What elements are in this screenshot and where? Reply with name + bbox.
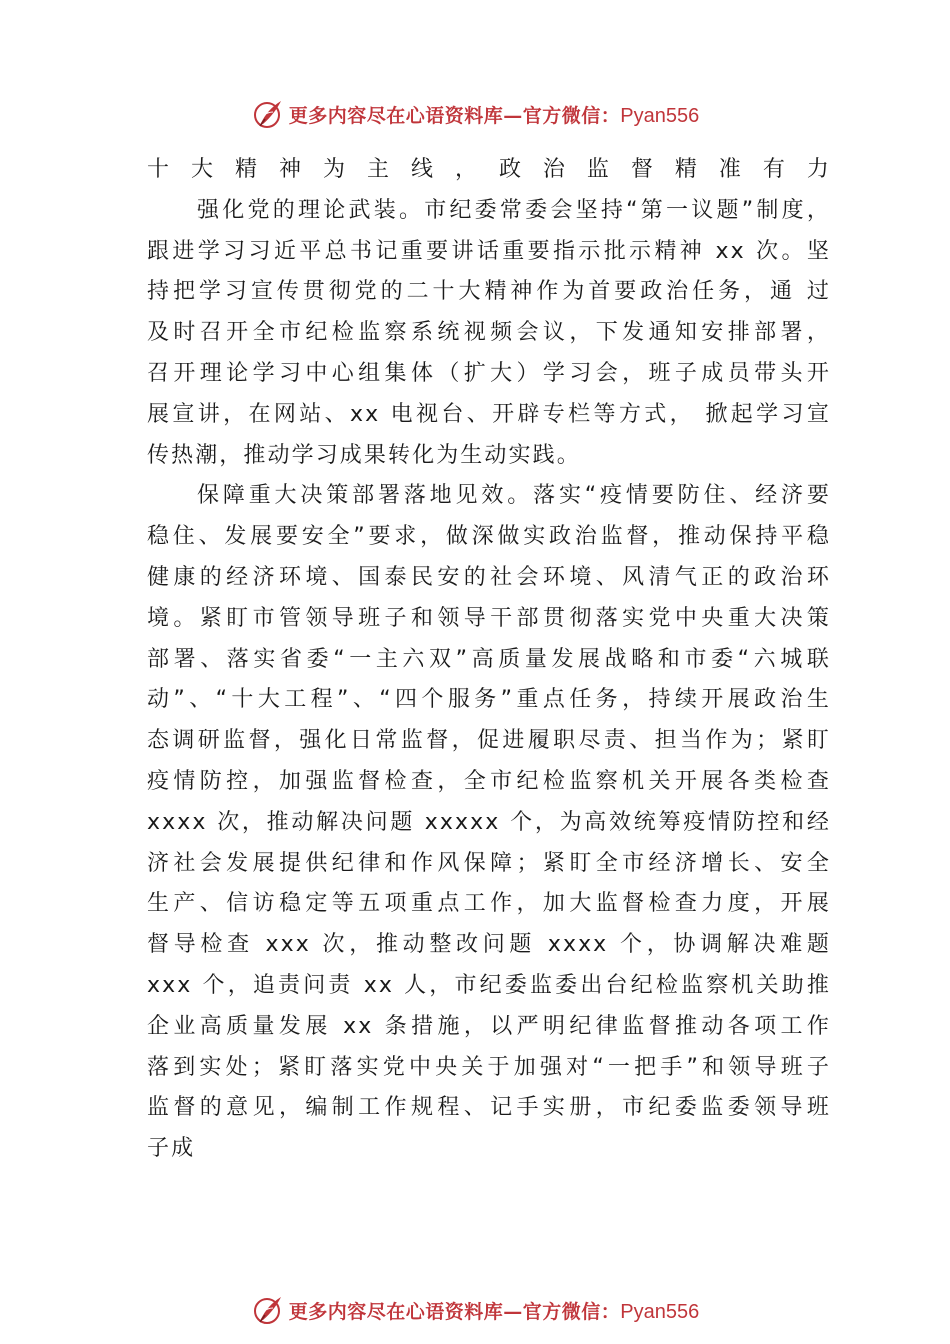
doc-line: 境。紧盯市管领导班子和领导干部贯彻落实党中央重大决策 [147,605,831,631]
doc-line: 跟进学习习近平总书记重要讲话重要指示批示精神 xx 次。坚 [147,238,831,264]
doc-line: 十大精神为主线，政治监督精准有力 [147,157,831,182]
doc-line: 保障重大决策部署落地见效。落实“疫情要防住、经济要 [197,483,831,509]
doc-line: 传热潮，推动学习成果转化为生动实践。 [147,442,581,468]
doc-line: 济社会发展提供纪律和作风保障；紧盯全市经济增长、安全 [147,850,831,876]
doc-line: 召开理论学习中心组集体（扩大）学习会，班子成员带头开 [147,360,831,386]
watermark-main-text: 更多内容尽在心语资料库—官方微信： [288,1300,621,1323]
footer-watermark [0,1290,950,1330]
watermark-text [289,101,699,128]
feather-pen-logo-icon [251,1293,285,1327]
doc-line: 子成 [147,1136,196,1162]
document-body [147,150,831,1170]
doc-line: 生产、信访稳定等五项重点工作，加大监督检查力度，开展 [147,891,831,917]
watermark-main-text: 更多内容尽在心语资料库—官方微信： [288,104,621,127]
watermark-account: Pyan556 [620,1300,700,1323]
watermark-account: Pyan556 [620,104,700,127]
doc-line: xxxx 次，推动解决问题 xxxxx 个，为高效统筹疫情防控和经 [147,809,831,835]
feather-pen-logo-icon [251,97,285,131]
doc-line: 展宣讲，在网站、xx 电视台、开辟专栏等方式， 掀起学习宣 [147,401,831,427]
header-watermark [0,94,950,134]
doc-line: 疫情防控，加强监督检查，全市纪检监察机关开展各类检查 [147,768,831,794]
doc-line: 健康的经济环境、国泰民安的社会环境、风清气正的政治环 [147,564,831,590]
watermark-text [289,1297,699,1324]
doc-line: 企业高质量发展 xx 条措施，以严明纪律监督推动各项工作 [147,1013,831,1039]
doc-line: xxx 个，追责问责 xx 人，市纪委监委出台纪检监察机关助推 [147,972,831,998]
doc-line: 持把学习宣传贯彻党的二十大精神作为首要政治任务，通 过 [147,279,831,305]
doc-line: 动”、“十大工程”、“四个服务”重点任务，持续开展政治生 [147,687,831,713]
doc-line: 监督的意见，编制工作规程、记手实册，市纪委监委领导班 [147,1095,831,1121]
doc-line: 稳住、发展要安全”要求，做深做实政治监督，推动保持平稳 [147,524,831,550]
doc-line: 落到实处；紧盯落实党中央关于加强对“一把手”和领导班子 [147,1054,831,1080]
doc-line: 及时召开全市纪检监察系统视频会议，下发通知安排部署， [147,320,831,346]
doc-line: 强化党的理论武装。市纪委常委会坚持“第一议题”制度， [197,197,831,223]
doc-line: 督导检查 xxx 次，推动整改问题 xxxx 个，协调解决难题 [147,932,831,958]
doc-line: 部署、落实省委“一主六双”高质量发展战略和市委“六城联 [147,646,831,672]
doc-line: 态调研监督，强化日常监督，促进履职尽责、担当作为；紧盯 [147,728,831,754]
